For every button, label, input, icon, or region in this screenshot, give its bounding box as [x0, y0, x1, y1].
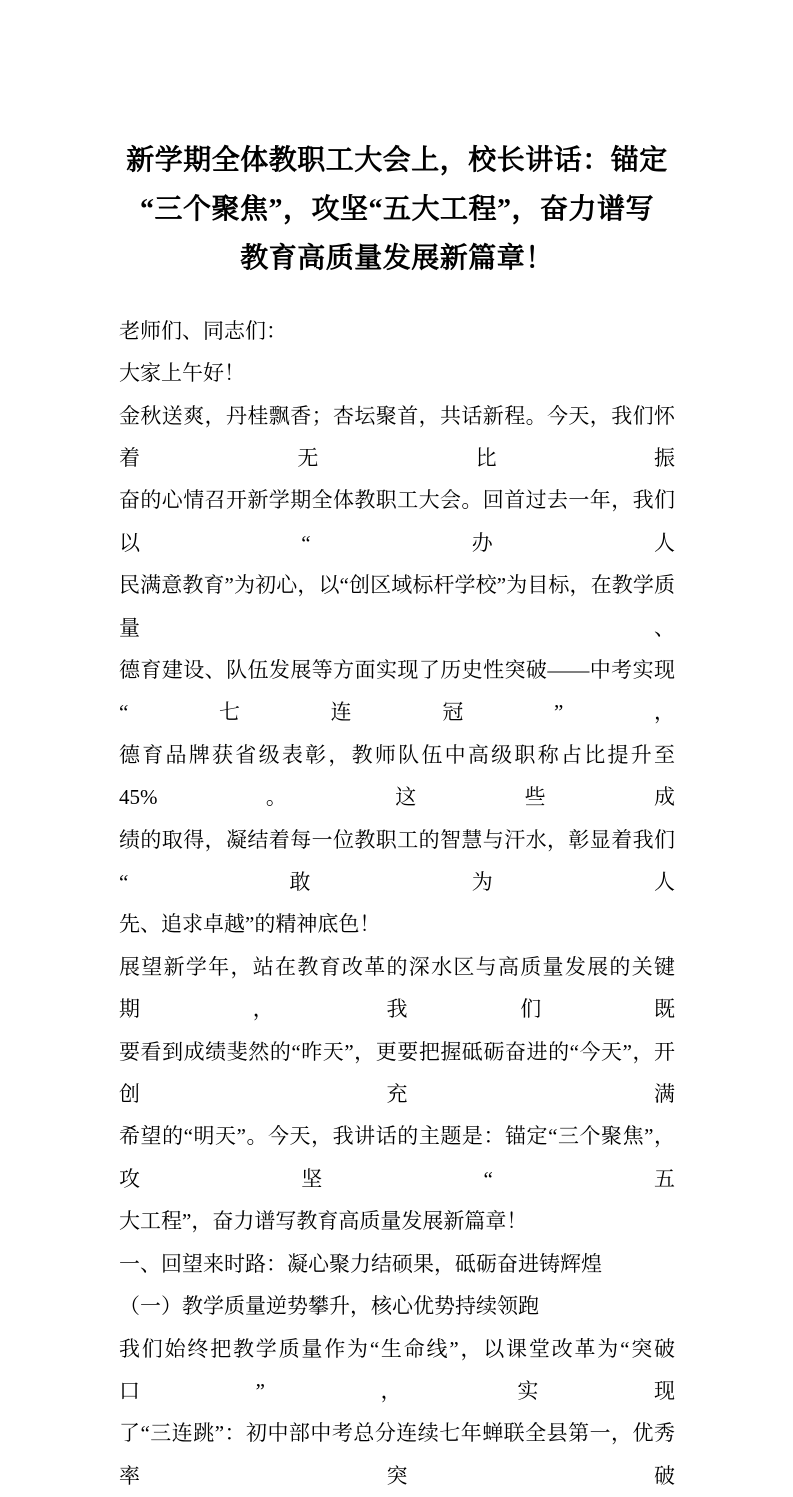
body-line: 了“三连跳”：初中部中考总分连续七年蝉联全县第一，优秀率突破: [119, 1421, 675, 1488]
body-line: 大工程”，奋力谱写教育高质量发展新篇章！: [119, 1209, 528, 1234]
document-title-line: “三个聚焦”，攻坚“五大工程”，奋力谱写: [139, 193, 654, 225]
document-title-line: 教育高质量发展新篇章！: [240, 242, 554, 274]
body-line: 民满意教育”为初心，以“创区域标杆学校”为目标，在教学质量、: [119, 573, 675, 640]
body-line: 德育建设、队伍发展等方面实现了历史性突破——中考实现“七连冠”，: [119, 658, 675, 725]
body-line: 先、追求卓越”的精神底色！: [119, 912, 381, 937]
body-line: 奋的心情召开新学期全体教职工大会。回首过去一年，我们以“办人: [119, 488, 675, 555]
body-line: 展望新学年，站在教育改革的深水区与高质量发展的关键期，我们既: [119, 954, 675, 1022]
body-line: 希望的“明天”。今天，我讲话的主题是：锚定“三个聚焦”，攻坚“五: [119, 1124, 675, 1191]
body-line: 我们始终把教学质量作为“生命线”，以课堂改革为“突破口”，实现: [119, 1336, 675, 1403]
document-body: [119, 310, 675, 1497]
body-line: 绩的取得，凝结着每一位教职工的智慧与汗水，彰显着我们“敢为人: [119, 827, 675, 895]
document-title: [119, 136, 675, 283]
body-line: 金秋送爽，丹桂飘香；杏坛聚首，共话新程。今天，我们怀着无比振: [119, 403, 675, 470]
body-line: 德育品牌获省级表彰，教师队伍中高级职称占比提升至 45%。这些成: [119, 742, 675, 810]
document-title-line: 新学期全体教职工大会上，校长讲话：锚定: [126, 144, 668, 176]
body-line: （一）教学质量逆势攀升，核心优势持续领跑: [119, 1294, 539, 1319]
body-line: 要看到成绩斐然的“昨天”，更要把握砥砺奋进的“今天”，开创充满: [119, 1039, 675, 1107]
body-line: 大家上午好！: [119, 361, 245, 386]
body-line: 老师们、同志们：: [119, 318, 287, 343]
body-line: 一、回望来时路：凝心聚力结硕果，砥砺奋进铸辉煌: [119, 1251, 602, 1276]
